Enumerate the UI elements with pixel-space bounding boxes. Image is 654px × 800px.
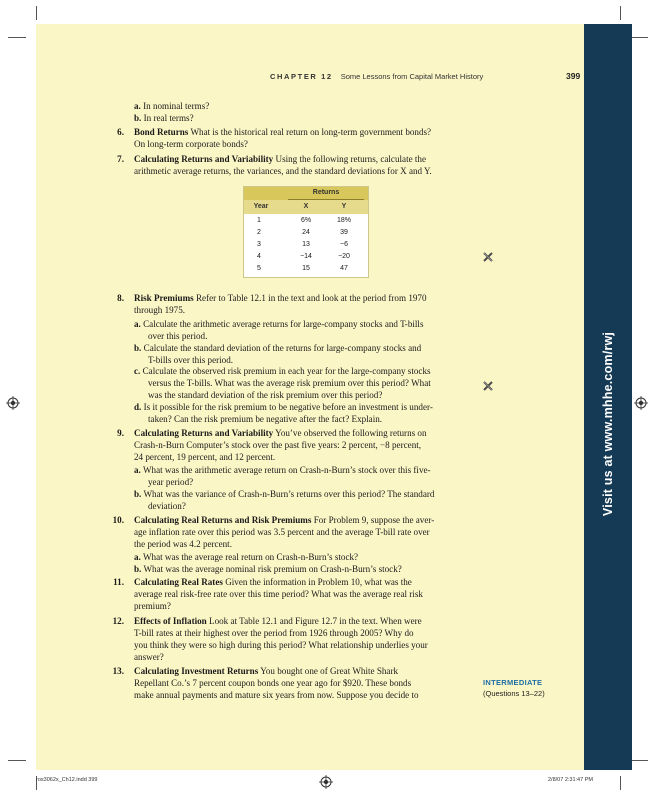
problem-8d-cont: taken? Can the risk premium be negative after the fact? Explain.: [148, 414, 383, 424]
problem-13-line: Repellant Co.’s 7 percent coupon bonds one year ago for $920. These bonds: [134, 678, 412, 688]
problem-text: You bought one of Great White Shark: [260, 666, 399, 676]
crop-mark: [620, 776, 621, 790]
problem-10b: [134, 564, 402, 575]
crop-mark: [8, 37, 26, 38]
problem-11-line: average real risk-free rate over this time period? What was the average real risk: [134, 589, 423, 599]
problem-title: Calculating Real Returns and Risk Premiums: [134, 515, 312, 525]
excel-master-icon[interactable]: [483, 252, 493, 262]
item-letter: d.: [134, 402, 142, 412]
problem-title: Calculating Real Rates: [134, 577, 223, 587]
excel-master-icon[interactable]: [483, 381, 493, 391]
problem-10-line: [134, 515, 434, 526]
registration-mark-icon: [6, 396, 20, 410]
problem-number: 9.: [117, 428, 124, 438]
problem-title: Calculating Returns and Variability: [134, 154, 274, 164]
problem-8-line: through 1975.: [134, 305, 186, 315]
table-group-header: Returns: [312, 189, 340, 196]
table-cell-year: 1: [257, 217, 261, 224]
item-text: What was the arithmetic average return on Crash-n-Burn’s stock over this five-: [142, 465, 431, 475]
problem-11-line: premium?: [134, 601, 171, 611]
problem-9-line: 24 percent, 19 percent, and 12 percent.: [134, 452, 276, 462]
col-header-y: Y: [341, 203, 347, 210]
problem-7-line: [134, 154, 426, 165]
returns-table: [243, 186, 369, 278]
difficulty-label: INTERMEDIATE: [483, 678, 543, 687]
registration-mark-icon: [319, 775, 333, 789]
problem-text: You’ve observed the following returns on: [275, 428, 427, 438]
problem-8b: [134, 343, 421, 354]
chapter-title: Some Lessons from Capital Market History: [340, 72, 484, 81]
item-text: Calculate the observed risk premium in each year for the large-company stocks: [142, 366, 431, 376]
item-letter: b.: [134, 343, 142, 353]
table-cell-y: 39: [340, 229, 348, 236]
problem-6-line: On long-term corporate bonds?: [134, 139, 248, 149]
problem-9b: [134, 489, 434, 500]
problem-number: 10.: [112, 515, 124, 525]
sidebar-band: [584, 24, 632, 770]
page-number: 399: [566, 71, 581, 81]
sidebar-url-text[interactable]: Visit us at www.mhhe.com/rwj: [601, 331, 615, 517]
problem-number: 7.: [117, 154, 124, 164]
registration-mark-icon: [634, 396, 648, 410]
crop-mark: [620, 6, 621, 20]
table-cell-year: 2: [257, 229, 261, 236]
problem-5b: [134, 113, 194, 124]
item-letter: c.: [134, 366, 141, 376]
crop-mark: [630, 760, 648, 761]
item-text: Calculate the standard deviation of the returns for large-company stocks and: [143, 343, 422, 353]
table-cell-y: 47: [340, 265, 348, 272]
problem-13-line: make annual payments and mature six years from now. Suppose you decide to: [134, 690, 419, 700]
item-text: What was the variance of Crash-n-Burn’s returns over this period? The standard: [143, 489, 435, 499]
crop-mark: [630, 37, 648, 38]
problem-number: 12.: [112, 616, 124, 626]
item-text: Calculate the arithmetic average returns for large-company stocks and T-bills: [143, 319, 424, 329]
table-cell-year: 5: [257, 265, 261, 272]
problem-title: Calculating Returns and Variability: [134, 428, 274, 438]
item-letter: b.: [134, 489, 142, 499]
problem-10a: [134, 552, 358, 563]
item-letter: a.: [134, 101, 141, 111]
problem-text: What is the historical real return on long-term government bonds?: [190, 127, 432, 137]
problem-title: Bond Returns: [134, 127, 189, 137]
crop-mark: [8, 760, 26, 761]
table-cell-y: −20: [338, 253, 350, 260]
problem-number: 11.: [113, 577, 124, 587]
table-cell-x: −14: [300, 253, 312, 260]
table-cell-x: 6%: [300, 217, 312, 224]
col-header-year: Year: [253, 203, 269, 210]
difficulty-range: (Questions 13–22): [483, 689, 545, 698]
problem-8c-cont: was the standard deviation of the risk premium over this period?: [148, 390, 383, 400]
item-letter: a.: [134, 319, 141, 329]
item-letter: a.: [134, 465, 141, 475]
problem-5a: [134, 101, 209, 112]
problem-text: Refer to Table 12.1 in the text and look at the period from 1970: [195, 293, 427, 303]
problem-12-line: T-bill rates at their highest over the period from 1926 through 2005? Why do: [134, 628, 414, 638]
problem-9b-cont: deviation?: [148, 501, 186, 511]
item-text: In real terms?: [143, 113, 194, 123]
problem-9a-cont: year period?: [148, 477, 194, 487]
problem-title: Effects of Inflation: [134, 616, 207, 626]
footer-file-slug: ros3062x_Ch12.indd 399: [36, 777, 98, 783]
problem-title: Calculating Investment Returns: [134, 666, 259, 676]
running-header: [270, 72, 483, 81]
problem-8b-cont: T-bills over this period.: [148, 355, 234, 365]
chapter-label: CHAPTER 12: [270, 72, 333, 81]
problem-9-line: [134, 428, 427, 439]
problem-8a: [134, 319, 424, 330]
item-text: In nominal terms?: [143, 101, 210, 111]
problem-text: For Problem 9, suppose the aver-: [313, 515, 435, 525]
table-cell-x: 15: [302, 265, 310, 272]
table-cell-year: 4: [257, 253, 261, 260]
problem-8a-cont: over this period.: [148, 331, 208, 341]
problem-9-line: Crash-n-Burn Computer’s stock over the past five years: 2 percent, −8 percent,: [134, 440, 422, 450]
problem-7-line: arithmetic average returns, the variances, and the standard deviations for X and Y.: [134, 166, 432, 176]
problem-12-line: [134, 616, 422, 627]
table-cell-x: 24: [302, 229, 310, 236]
footer-timestamp: 2/8/07 2:31:47 PM: [548, 777, 593, 783]
table-cell-y: 18%: [336, 217, 351, 224]
problem-11-line: [134, 577, 412, 588]
problem-number: 8.: [117, 293, 124, 303]
problem-title: Risk Premiums: [134, 293, 194, 303]
problem-10-line: age inflation rate over this period was 3.5 percent and the average T-bill rate over: [134, 527, 430, 537]
problem-8c-cont: versus the T-bills. What was the average risk premium over this period? What: [148, 378, 431, 388]
problem-12-line: answer?: [134, 652, 164, 662]
table-cell-y: −6: [340, 241, 348, 248]
problem-8-line: [134, 293, 427, 304]
problem-12-line: you think they were so high during this period? What relationship underlies your: [134, 640, 428, 650]
problem-text: Look at Table 12.1 and Figure 12.7 in the text. When were: [209, 616, 422, 626]
item-text: What was the average real return on Crash-n-Burn’s stock?: [142, 552, 359, 562]
item-letter: b.: [134, 564, 142, 574]
item-text: Is it possible for the risk premium to be negative before an investment is under-: [143, 402, 433, 412]
table-cell-x: 13: [302, 241, 310, 248]
problem-8d: [134, 402, 433, 413]
problem-text: Given the information in Problem 10, what was the: [225, 577, 412, 587]
item-letter: a.: [134, 552, 141, 562]
table-cell-year: 3: [257, 241, 261, 248]
crop-mark: [36, 6, 37, 20]
problem-13-line: [134, 666, 398, 677]
col-header-x: X: [303, 203, 309, 210]
item-letter: b.: [134, 113, 142, 123]
item-text: What was the average nominal risk premium on Crash-n-Burn’s stock?: [143, 564, 402, 574]
problem-9a: [134, 465, 431, 476]
problem-number: 6.: [117, 127, 124, 137]
problem-number: 13.: [112, 666, 124, 676]
problem-10-line: the period was 4.2 percent.: [134, 539, 232, 549]
problem-8c: [134, 366, 431, 377]
problem-text: Using the following returns, calculate the: [275, 154, 427, 164]
table-header-rule: [288, 199, 364, 200]
problem-6-line: [134, 127, 431, 138]
